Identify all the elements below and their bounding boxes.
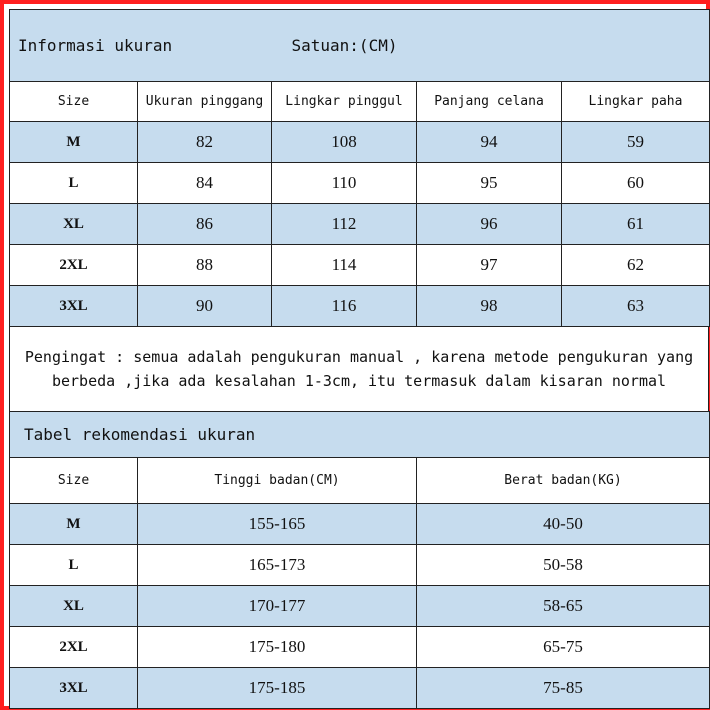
thigh-value: 59 (562, 122, 710, 163)
height-value: 175-185 (138, 668, 417, 709)
waist-value: 84 (138, 163, 272, 204)
weight-value: 50-58 (417, 545, 710, 586)
thigh-value: 60 (562, 163, 710, 204)
size-table-unit: Satuan:(CM) (272, 10, 710, 82)
table-row (10, 504, 710, 545)
table-row (10, 286, 710, 327)
size-info-table (9, 9, 710, 327)
hip-value: 112 (272, 204, 417, 245)
thigh-value: 63 (562, 286, 710, 327)
size-label: L (10, 163, 138, 204)
size-label: XL (10, 204, 138, 245)
size-label: 3XL (10, 286, 138, 327)
height-value: 165-173 (138, 545, 417, 586)
header-hip: Lingkar pinggul (272, 82, 417, 122)
length-value: 98 (417, 286, 562, 327)
weight-value: 75-85 (417, 668, 710, 709)
header-size: Size (10, 82, 138, 122)
length-value: 97 (417, 245, 562, 286)
weight-value: 40-50 (417, 504, 710, 545)
thigh-value: 61 (562, 204, 710, 245)
hip-value: 116 (272, 286, 417, 327)
hip-value: 108 (272, 122, 417, 163)
size-label: 2XL (10, 245, 138, 286)
table-row (10, 545, 710, 586)
table-row (10, 204, 710, 245)
size-table-header-row (10, 82, 710, 122)
table-row (10, 163, 710, 204)
table-row (10, 245, 710, 286)
header-weight: Berat badan(KG) (417, 458, 710, 504)
height-value: 155-165 (138, 504, 417, 545)
size-label: XL (10, 586, 138, 627)
height-value: 170-177 (138, 586, 417, 627)
note-line-2: berbeda ,jika ada kesalahan 1-3cm, itu termasuk dalam kisaran normal (51, 372, 667, 390)
table-row (10, 122, 710, 163)
size-label: M (10, 504, 138, 545)
recommendation-title: Tabel rekomendasi ukuran (10, 412, 710, 458)
size-label: L (10, 545, 138, 586)
weight-value: 65-75 (417, 627, 710, 668)
height-value: 175-180 (138, 627, 417, 668)
table-row (10, 668, 710, 709)
hip-value: 110 (272, 163, 417, 204)
recommendation-table (9, 411, 710, 709)
header-thigh: Lingkar paha (562, 82, 710, 122)
waist-value: 86 (138, 204, 272, 245)
weight-value: 58-65 (417, 586, 710, 627)
hip-value: 114 (272, 245, 417, 286)
size-chart-panel (9, 9, 709, 709)
header-size: Size (10, 458, 138, 504)
header-length: Panjang celana (417, 82, 562, 122)
size-label: 2XL (10, 627, 138, 668)
header-waist: Ukuran pinggang (138, 82, 272, 122)
length-value: 95 (417, 163, 562, 204)
waist-value: 82 (138, 122, 272, 163)
table-row (10, 627, 710, 668)
measurement-note (9, 327, 709, 411)
note-line-1: Pengingat : semua adalah pengukuran manual , karena metode pengukuran yang (24, 348, 694, 366)
thigh-value: 62 (562, 245, 710, 286)
length-value: 96 (417, 204, 562, 245)
header-height: Tinggi badan(CM) (138, 458, 417, 504)
table-row (10, 586, 710, 627)
waist-value: 90 (138, 286, 272, 327)
waist-value: 88 (138, 245, 272, 286)
size-table-title: Informasi ukuran (10, 10, 272, 82)
length-value: 94 (417, 122, 562, 163)
size-label: M (10, 122, 138, 163)
recommendation-header-row (10, 458, 710, 504)
size-label: 3XL (10, 668, 138, 709)
